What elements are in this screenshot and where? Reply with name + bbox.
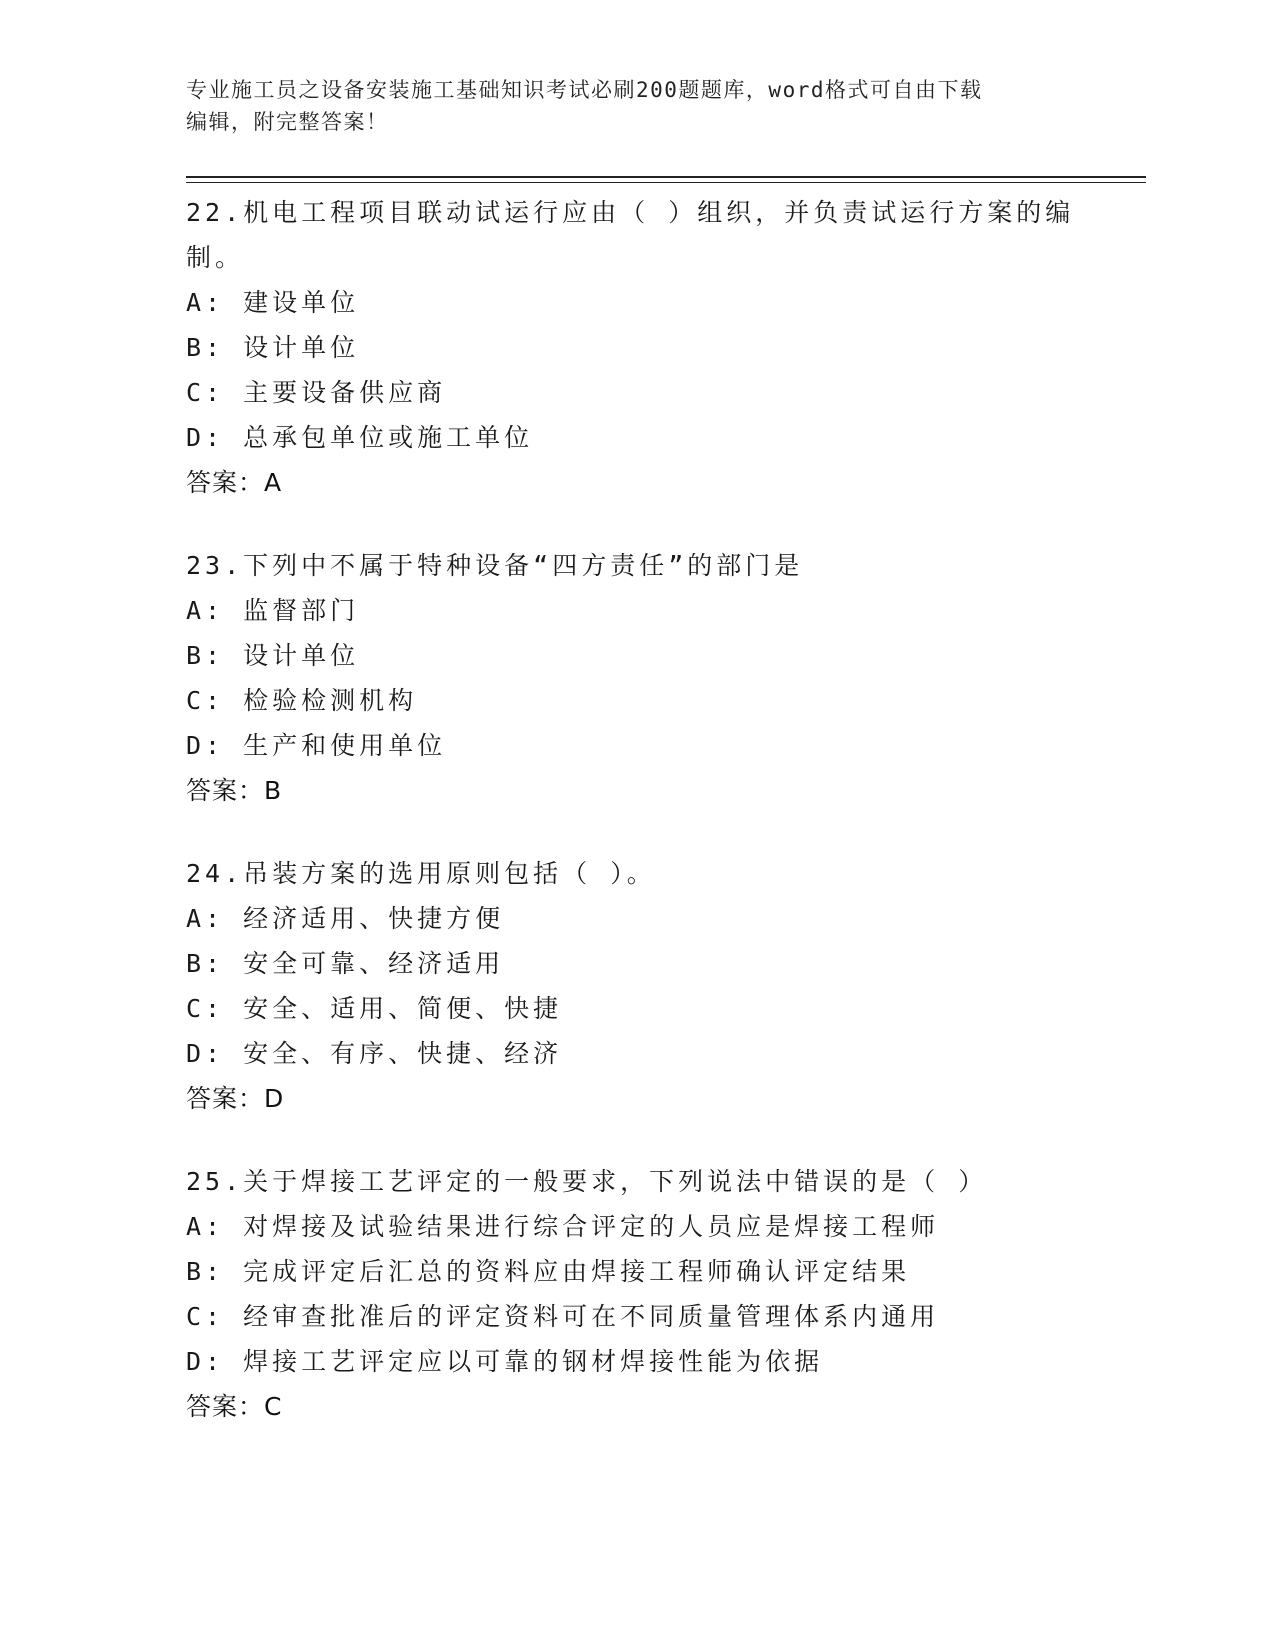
question-22 <box>186 190 1086 505</box>
header-divider-thick <box>186 176 1146 178</box>
option-d: D: 生产和使用单位 <box>186 731 447 760</box>
option-b: B: 安全可靠、经济适用 <box>186 949 505 978</box>
question-25 <box>186 1159 1086 1429</box>
option-c: C: 经审查批准后的评定资料可在不同质量管理体系内通用 <box>186 1302 940 1331</box>
header-line-1: 专业施工员之设备安装施工基础知识考试必刷200题题库，word格式可自由下载 <box>186 78 983 102</box>
option-d: D: 安全、有序、快捷、经济 <box>186 1039 563 1068</box>
header-line-2: 编辑，附完整答案！ <box>186 110 389 134</box>
question-stem: 23.下列中不属于特种设备“四方责任”的部门是 <box>186 551 804 580</box>
question-stem-continuation: 制。 <box>186 243 245 272</box>
option-b: B: 设计单位 <box>186 333 360 362</box>
question-24 <box>186 851 1086 1121</box>
option-a: A: 对焊接及试验结果进行综合评定的人员应是焊接工程师 <box>186 1212 940 1241</box>
question-23 <box>186 543 1086 813</box>
question-stem: 24.吊装方案的选用原则包括（ ）。 <box>186 859 656 888</box>
answer: 答案：A <box>186 468 283 497</box>
answer: 答案：C <box>186 1392 283 1421</box>
question-stem: 22.机电工程项目联动试运行应由（ ）组织，并负责试运行方案的编 <box>186 198 1075 227</box>
document-header <box>186 74 1076 138</box>
option-a: A: 建设单位 <box>186 288 360 317</box>
answer: 答案：D <box>186 1084 285 1113</box>
option-a: A: 经济适用、快捷方便 <box>186 904 505 933</box>
question-stem: 25.关于焊接工艺评定的一般要求，下列说法中错误的是（ ） <box>186 1167 988 1196</box>
option-b: B: 设计单位 <box>186 641 360 670</box>
option-b: B: 完成评定后汇总的资料应由焊接工程师确认评定结果 <box>186 1257 911 1286</box>
header-divider-thin <box>186 182 1146 183</box>
option-c: C: 检验检测机构 <box>186 686 418 715</box>
option-a: A: 监督部门 <box>186 596 360 625</box>
option-c: C: 主要设备供应商 <box>186 378 447 407</box>
option-d: D: 总承包单位或施工单位 <box>186 423 534 452</box>
option-d: D: 焊接工艺评定应以可靠的钢材焊接性能为依据 <box>186 1347 824 1376</box>
question-list <box>186 190 1086 1467</box>
answer: 答案：B <box>186 776 283 805</box>
option-c: C: 安全、适用、简便、快捷 <box>186 994 563 1023</box>
